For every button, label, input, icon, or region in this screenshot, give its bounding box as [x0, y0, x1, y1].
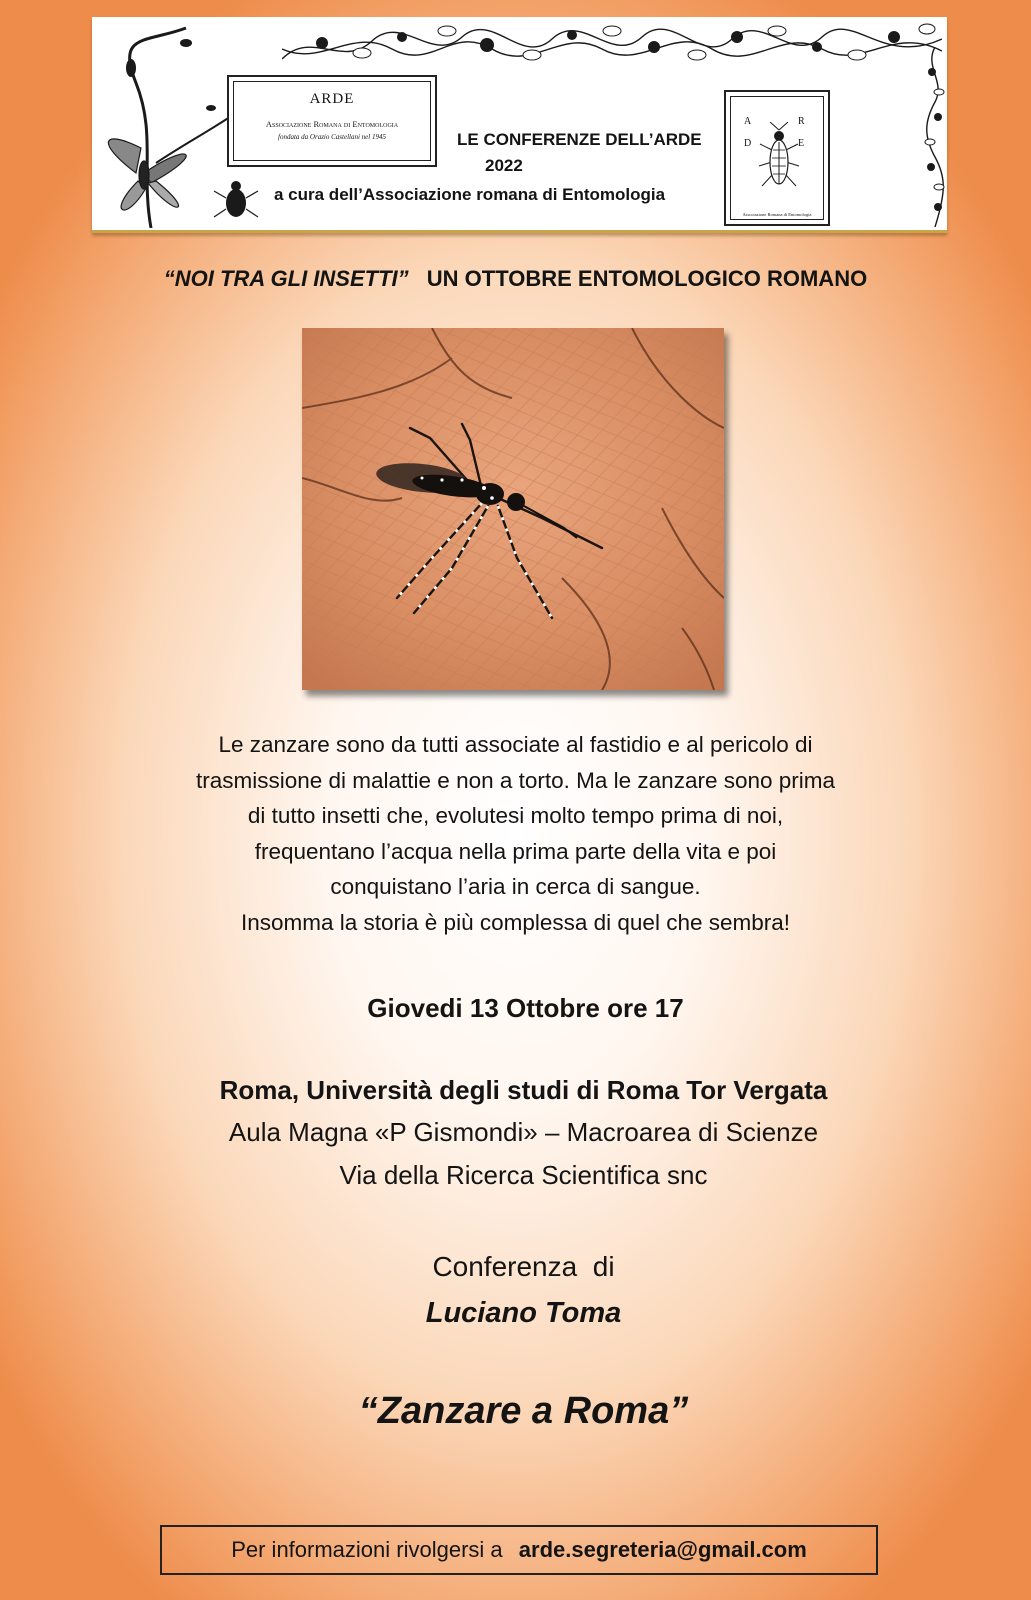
- description-line: conquistano l’aria in cerca di sangue.: [330, 874, 701, 899]
- speaker-name: Luciano Toma: [425, 1297, 622, 1329]
- description-line: frequentano l’acqua nella prima parte della vita e poi: [254, 838, 777, 864]
- description-line: di tutto insetti che, evolutesi molto tempo prima di noi,: [247, 803, 784, 828]
- logo-letter-a: A: [744, 116, 752, 127]
- logo-caption: Associazione Romana di Entomologia: [742, 212, 812, 217]
- mosquito-on-skin-icon: [302, 328, 724, 690]
- description-line: trasmissione di malattie e non a torto. Ma le zanzare sono prima: [195, 767, 836, 793]
- arde-founded-note: fondata da Orazio Castellani nel 1945: [278, 133, 386, 141]
- description-line: Le zanzare sono da tutti associate al fastidio e al pericolo di: [218, 732, 813, 757]
- contact-info-label: Per informazioni rivolgersi a: [231, 1537, 503, 1562]
- event-date: Giovedi 13 Ottobre ore 17: [367, 993, 684, 1023]
- contact-email[interactable]: arde.segreteria@gmail.com: [518, 1537, 807, 1562]
- mosquito-photo: [302, 328, 724, 690]
- series-heading: [0, 266, 1031, 292]
- talk-title: “Zanzare a Roma”: [358, 1390, 689, 1432]
- beetle-icon: [756, 122, 805, 192]
- series-subtitle: UN OTTOBRE ENTOMOLOGICO ROMANO: [426, 266, 868, 291]
- conference-curator: a cura dell’Associazione romana di Entomologia: [274, 185, 666, 204]
- logo-letter-e: E: [798, 138, 805, 149]
- header-banner: [92, 17, 947, 233]
- venue-street: Via della Ricerca Scientifica snc: [339, 1160, 708, 1190]
- description-paragraph: [90, 727, 941, 940]
- floral-border-ornament-right: [924, 47, 946, 227]
- contact-info-box: [160, 1525, 878, 1575]
- conference-series-title: LE CONFERENZE DELL’ARDE: [457, 130, 702, 149]
- arde-label-box: [227, 75, 437, 167]
- description-line: Insomma la storia è più complessa di quel che sembra!: [240, 909, 790, 935]
- arde-subtitle: Associazione Romana di Entomologia: [265, 119, 399, 129]
- conference-year: 2022: [485, 156, 523, 175]
- logo-letter-r: R: [798, 116, 805, 127]
- floral-border-ornament: [282, 19, 942, 71]
- logo-letter-d: D: [744, 138, 752, 149]
- venue-hall: Aula Magna «P Gismondi» – Macroarea di Scienze: [228, 1117, 819, 1147]
- arde-logo: [724, 90, 830, 226]
- venue-name: Roma, Università degli studi di Roma Tor Vergata: [219, 1075, 828, 1105]
- speaker-intro: Conferenza di: [432, 1251, 615, 1282]
- series-quoted-title: “NOI TRA GLI INSETTI”: [163, 266, 409, 291]
- arde-title: ARDE: [309, 91, 355, 107]
